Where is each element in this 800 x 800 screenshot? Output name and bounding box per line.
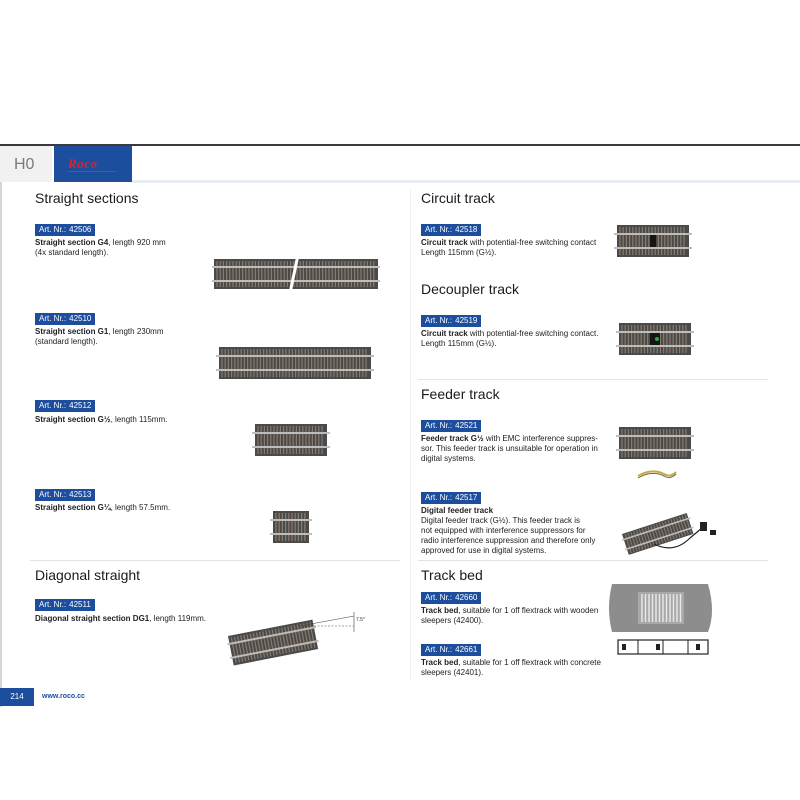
track-image-digital-feeder	[614, 506, 720, 556]
section-title-decoupler: Decoupler track	[421, 281, 520, 297]
item-description: Track bed, suitable for 1 off flextrack with concrete sleepers (42401).	[421, 658, 601, 677]
item-description: Track bed, suitable for 1 off flextrack with wooden sleepers (42400).	[421, 606, 599, 625]
column-divider	[410, 190, 411, 680]
divider	[418, 379, 768, 380]
item-description: Feeder track G½ with EMC interference suppres- sor. This feeder track is unsuitable for operation in digital systems.	[421, 434, 598, 463]
art-number-badge: Art. Nr.: 42512	[35, 400, 95, 412]
section-title-feeder: Feeder track	[421, 386, 500, 402]
art-number-badge: Art. Nr.: 42506	[35, 224, 95, 236]
art-number-badge: Art. Nr.: 42510	[35, 313, 95, 325]
art-number-badge: Art. Nr.: 42511	[35, 599, 95, 611]
brand-logo-text: Roco	[68, 156, 98, 171]
angle-label: 7.5°	[356, 617, 365, 623]
header-underline	[132, 180, 800, 183]
item-description: Digital feeder track Digital feeder track (G½). This feeder track is not equipped with interference suppressors for radio interference suppression and therefore only approved for use in digital systems.	[421, 506, 596, 555]
track-image-g-half	[252, 421, 330, 459]
website-link[interactable]: www.roco.cc	[42, 693, 85, 700]
brand-logo	[54, 146, 132, 182]
page-number: 214	[0, 688, 34, 706]
track-image-decoupler	[616, 320, 694, 358]
art-number-badge: Art. Nr.: 42513	[35, 489, 95, 501]
track-image-trackbed	[608, 582, 718, 664]
item-description: Straight section G1, length 230mm (standard length).	[35, 327, 164, 346]
item-description: Straight section G½, length 115mm.	[35, 415, 168, 424]
divider	[30, 560, 400, 561]
section-title-circuit: Circuit track	[421, 190, 495, 206]
divider	[418, 560, 768, 561]
track-image-g4	[212, 255, 380, 293]
track-image-circuit	[614, 222, 692, 260]
track-image-g-quarter	[270, 508, 312, 546]
art-number-badge: Art. Nr.: 42661	[421, 644, 481, 656]
item-description: Circuit track with potential-free switching contact. Length 115mm (G½).	[421, 329, 599, 348]
art-number-badge: Art. Nr.: 42660	[421, 592, 481, 604]
section-title-straight: Straight sections	[35, 190, 139, 206]
art-number-badge: Art. Nr.: 42517	[421, 492, 481, 504]
item-description: Straight section G4, length 920 mm (4x standard length).	[35, 238, 166, 257]
art-number-badge: Art. Nr.: 42521	[421, 420, 481, 432]
item-description: Circuit track with potential-free switching contact Length 115mm (G½).	[421, 238, 597, 257]
track-image-feeder	[616, 424, 696, 484]
track-image-diagonal	[222, 606, 372, 668]
item-description: Diagonal straight section DG1, length 119mm.	[35, 614, 207, 623]
art-number-badge: Art. Nr.: 42518	[421, 224, 481, 236]
section-title-diagonal: Diagonal straight	[35, 567, 141, 583]
track-image-g1	[216, 344, 374, 382]
item-description: Straight section G¼, length 57.5mm.	[35, 503, 171, 512]
art-number-badge: Art. Nr.: 42519	[421, 315, 481, 327]
page-edge	[0, 182, 2, 707]
section-title-trackbed: Track bed	[421, 567, 483, 583]
scale-label: H0	[14, 156, 35, 173]
